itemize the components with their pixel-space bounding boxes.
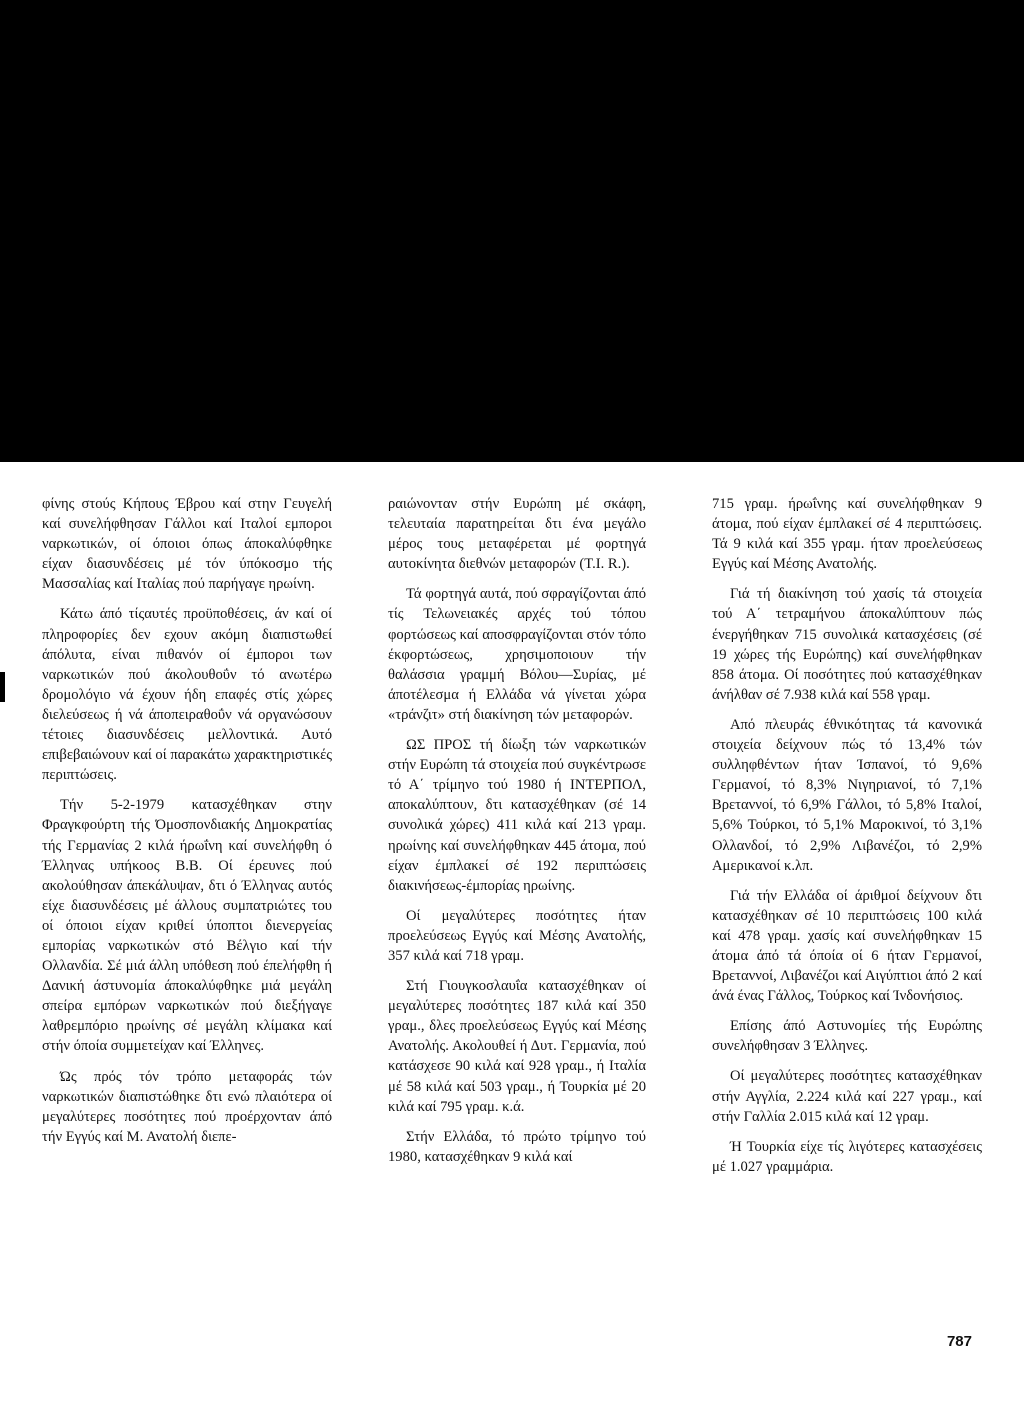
page-number: 787 — [946, 1333, 972, 1350]
paragraph: Κάτω άπό τίςαυτές προϋποθέσεις, άν καί οί πληροφορίες δεν εχουν ακόμη διαπιστωθεί άπόλυτα, είναι πιθανόν οί έμποροι των ναρκωτικών πού άκολουθοΰν τό ανωτέρω δρομολόγιο νά έχουν ήδη επαφές στίς χώρες διελεύσεως ή νά άποπειραθοΰν νά οργανώσουν τέτοιες διασυνδέσεις μελλοντικά. Αυτό επιβεβαιώνουν καί οί παρακάτω χαρακτηριστικές περιπτώσεις. — [42, 606, 332, 784]
paragraph: Τά φορτηγά αυτά, πού σφραγίζονται άπό τίς Τελωνειακές αρχές τού τόπου φορτώσεως καί αποσφραγίζονται στόν τόπο έκφορτώσεως, χρησιμοποιουν τήν θαλάσσια γραμμή Βόλου—Συρίας, μέ άποτέλεσμα ή Ελλάδα νά γίνεται χώρα «τράνζιτ» στή διακίνηση τών μεταφορών. — [388, 586, 646, 723]
paragraph: Οί μεγαλύτερες ποσότητες ήταν προελεύσεως Εγγύς καί Μέσης Ανατολής, 357 κιλά καί 718 γραμ. — [388, 907, 646, 964]
top-black-image-area — [0, 0, 1024, 462]
paragraph: Οί μεγαλύτερες ποσότητες κατασχέθηκαν στήν Αγγλία, 2.224 κιλά καί 227 γραμ., καί στήν Γαλλία 2.015 κιλά καί 12 γραμ. — [712, 1068, 982, 1125]
margin-mark — [0, 672, 5, 702]
paragraph: ραιώνονταν στήν Ευρώπη μέ σκάφη, τελευταία παρατηρείται δτι ένα μεγάλο μέρος τους μεταφέρεται μέ φορτηγά αυτοκίνητα διεθνών μεταφορών (T.I. R.). — [388, 496, 646, 573]
text-column-2 — [388, 494, 646, 1167]
paragraph: 715 γραμ. ήρωΐνης καί συνελήφθηκαν 9 άτομα, πού είχαν έμπλακεί σέ 4 περιπτώσεις. Τά 9 κιλά καί 355 γραμ. ήταν προελεύσεως Εγγύς καί Μέσης Ανατολής. — [712, 496, 982, 573]
paragraph: Γιά τή διακίνηση τού χασίς τά στοιχεία τού Α΄ τετραμήνου άποκαλύπτουν πώς ένεργήθηκαν 715 συνολικά κατασχέσεις (σέ 19 χώρες τής Ευρώπης) καί συνελήφθηκαν 858 άτομα. Οί ποσότητες πού κατασχέθηκαν άνήλθαν σέ 7.938 κιλά καί 558 γραμ. — [712, 586, 982, 703]
text-column-3 — [712, 494, 982, 1177]
paragraph: Στή Γιουγκοσλαυΐα κατασχέθηκαν οί μεγαλύτερες ποσότητες 187 κιλά καί 350 γραμ., δλες προελεύσεως Εγγύς καί Μέσης Ανατολής. Ακολουθεί ή Δυτ. Γερμανία, πού κατάσχεσε 90 κιλά καί 928 γραμ., ή Ιταλία μέ 58 κιλά καί 503 γραμ., ή Τουρκία μέ 20 κιλά καί 795 γραμ. κ.ά. — [388, 978, 646, 1115]
paragraph: φίνης στούς Κήπους Έβρου καί στην Γευγελή καί συνελήφθησαν Γάλλοι καί Ιταλοί εμποροι ναρκωτικών, οί όποιοι όπως άποκαλύφθηκε είχαν διασυνδέσεις μέ τόν ύπόκοσμο τής Μασσαλίας καί Ιταλίας πού παρήγαγε ηρωίνη. — [42, 496, 332, 593]
text-column-1 — [42, 494, 332, 1147]
paragraph: Επίσης άπό Αστυνομίες τής Ευρώπης συνελήφθησαν 3 Έλληνες. — [712, 1018, 982, 1055]
paragraph: Ή Τουρκία είχε τίς λιγότερες κατασχέσεις μέ 1.027 γραμμάρια. — [712, 1138, 982, 1175]
paragraph: Ώς πρός τόν τρόπο μεταφοράς τών ναρκωτικών διαπιστώθηκε δτι ενώ πλαιότερα οί μεγαλύτερες ποσότητες πού προέρχονταν άπό τήν Εγγύς καί Μ. Ανατολή διεπε- — [42, 1068, 332, 1145]
paragraph: ΩΣ ΠΡΟΣ τή δίωξη τών ναρκωτικών στήν Ευρώπη τά στοιχεία πού συγκέντρωσε τό Α΄ τρίμηνο τού 1980 ή ΙΝΤΕΡΠΟΛ, αποκαλύπτουν, δτι κατασχέθηκαν (σέ 14 συνολικά χώρες) 411 κιλά καί 213 γραμ. ηρωίνης καί συνελήφθηκαν 445 άτομα, πού είχαν έμπλακεί σέ 192 περιπτώσεις διακινήσεως-έμπορίας ηρωίνης. — [388, 737, 646, 894]
paragraph: Γιά τήν Ελλάδα οί άριθμοί δείχνουν δτι κατασχέθηκαν σέ 10 περιπτώσεις 100 κιλά καί 478 γραμ. χασίς καί συνελήφθηκαν 15 άτομα άπό τά όποία οί 6 ήταν Γερμανοί, Βρεταννοί, Λιβανέζοι καί Αιγύπτιοι άπό 2 καί άνά ένας Γάλλος, Τούρκος καί Ίνδονήσιος. — [712, 887, 982, 1005]
paragraph: Στήν Ελλάδα, τό πρώτο τρίμηνο τού 1980, κατασχέθηκαν 9 κιλά καί — [388, 1128, 646, 1165]
paragraph: Τήν 5-2-1979 κατασχέθηκαν στην Φραγκφούρτη τής Όμοσπονδιακής Δημοκρατίας τής Γερμανίας 2 κιλά ήρωΐνη καί συνελήφθη ό Έλληνας υπήκοος Β.Β. Οί έρευνες πού ακολούθησαν άπεκάλυψαν, δτι ό Έλληνας αυτός είχε διασυνδέσεις μέ άλλους συμπατριώτες του οί όποιοι είχαν κριθεί ύποπτοι διενεργείας εμπορίας ναρκωτικών στό Βέλγιο καί τήν Ολλανδία. Σέ μιά άλλη υπόθεση πού έπελήφθη ή Δανική άστυνομία άποκαλύφθηκε μιά μεγάλη σπείρα εμπόρων ναρκωτικών πού διεξήγαγε λαθρεμπόριο ηρωίνης σέ μεγάλη κλίμακα καί στήν όποία συμμετείχαν καί Έλληνες. — [42, 797, 332, 1055]
paragraph: Από πλευράς έθνικότητας τά κανονικά στοιχεία δείχνουν πώς τό 13,4% τών συλληφθέντων ήταν Ίσπανοί, τό 9,6% Γερμανοί, τό 8,3% Νιγηριανοί, τό 7,1% Βρεταννοί, τό 6,9% Γάλλοι, τό 5,8% Ιταλοί, 5,6% Τούρκοι, τό 5,1% Μαροκινοί, τό 3,1% Ολλανδοί, τό 2,9% Λιβανέζοι, τό 2,9% Αμερικανοί κ.λπ. — [712, 716, 982, 874]
